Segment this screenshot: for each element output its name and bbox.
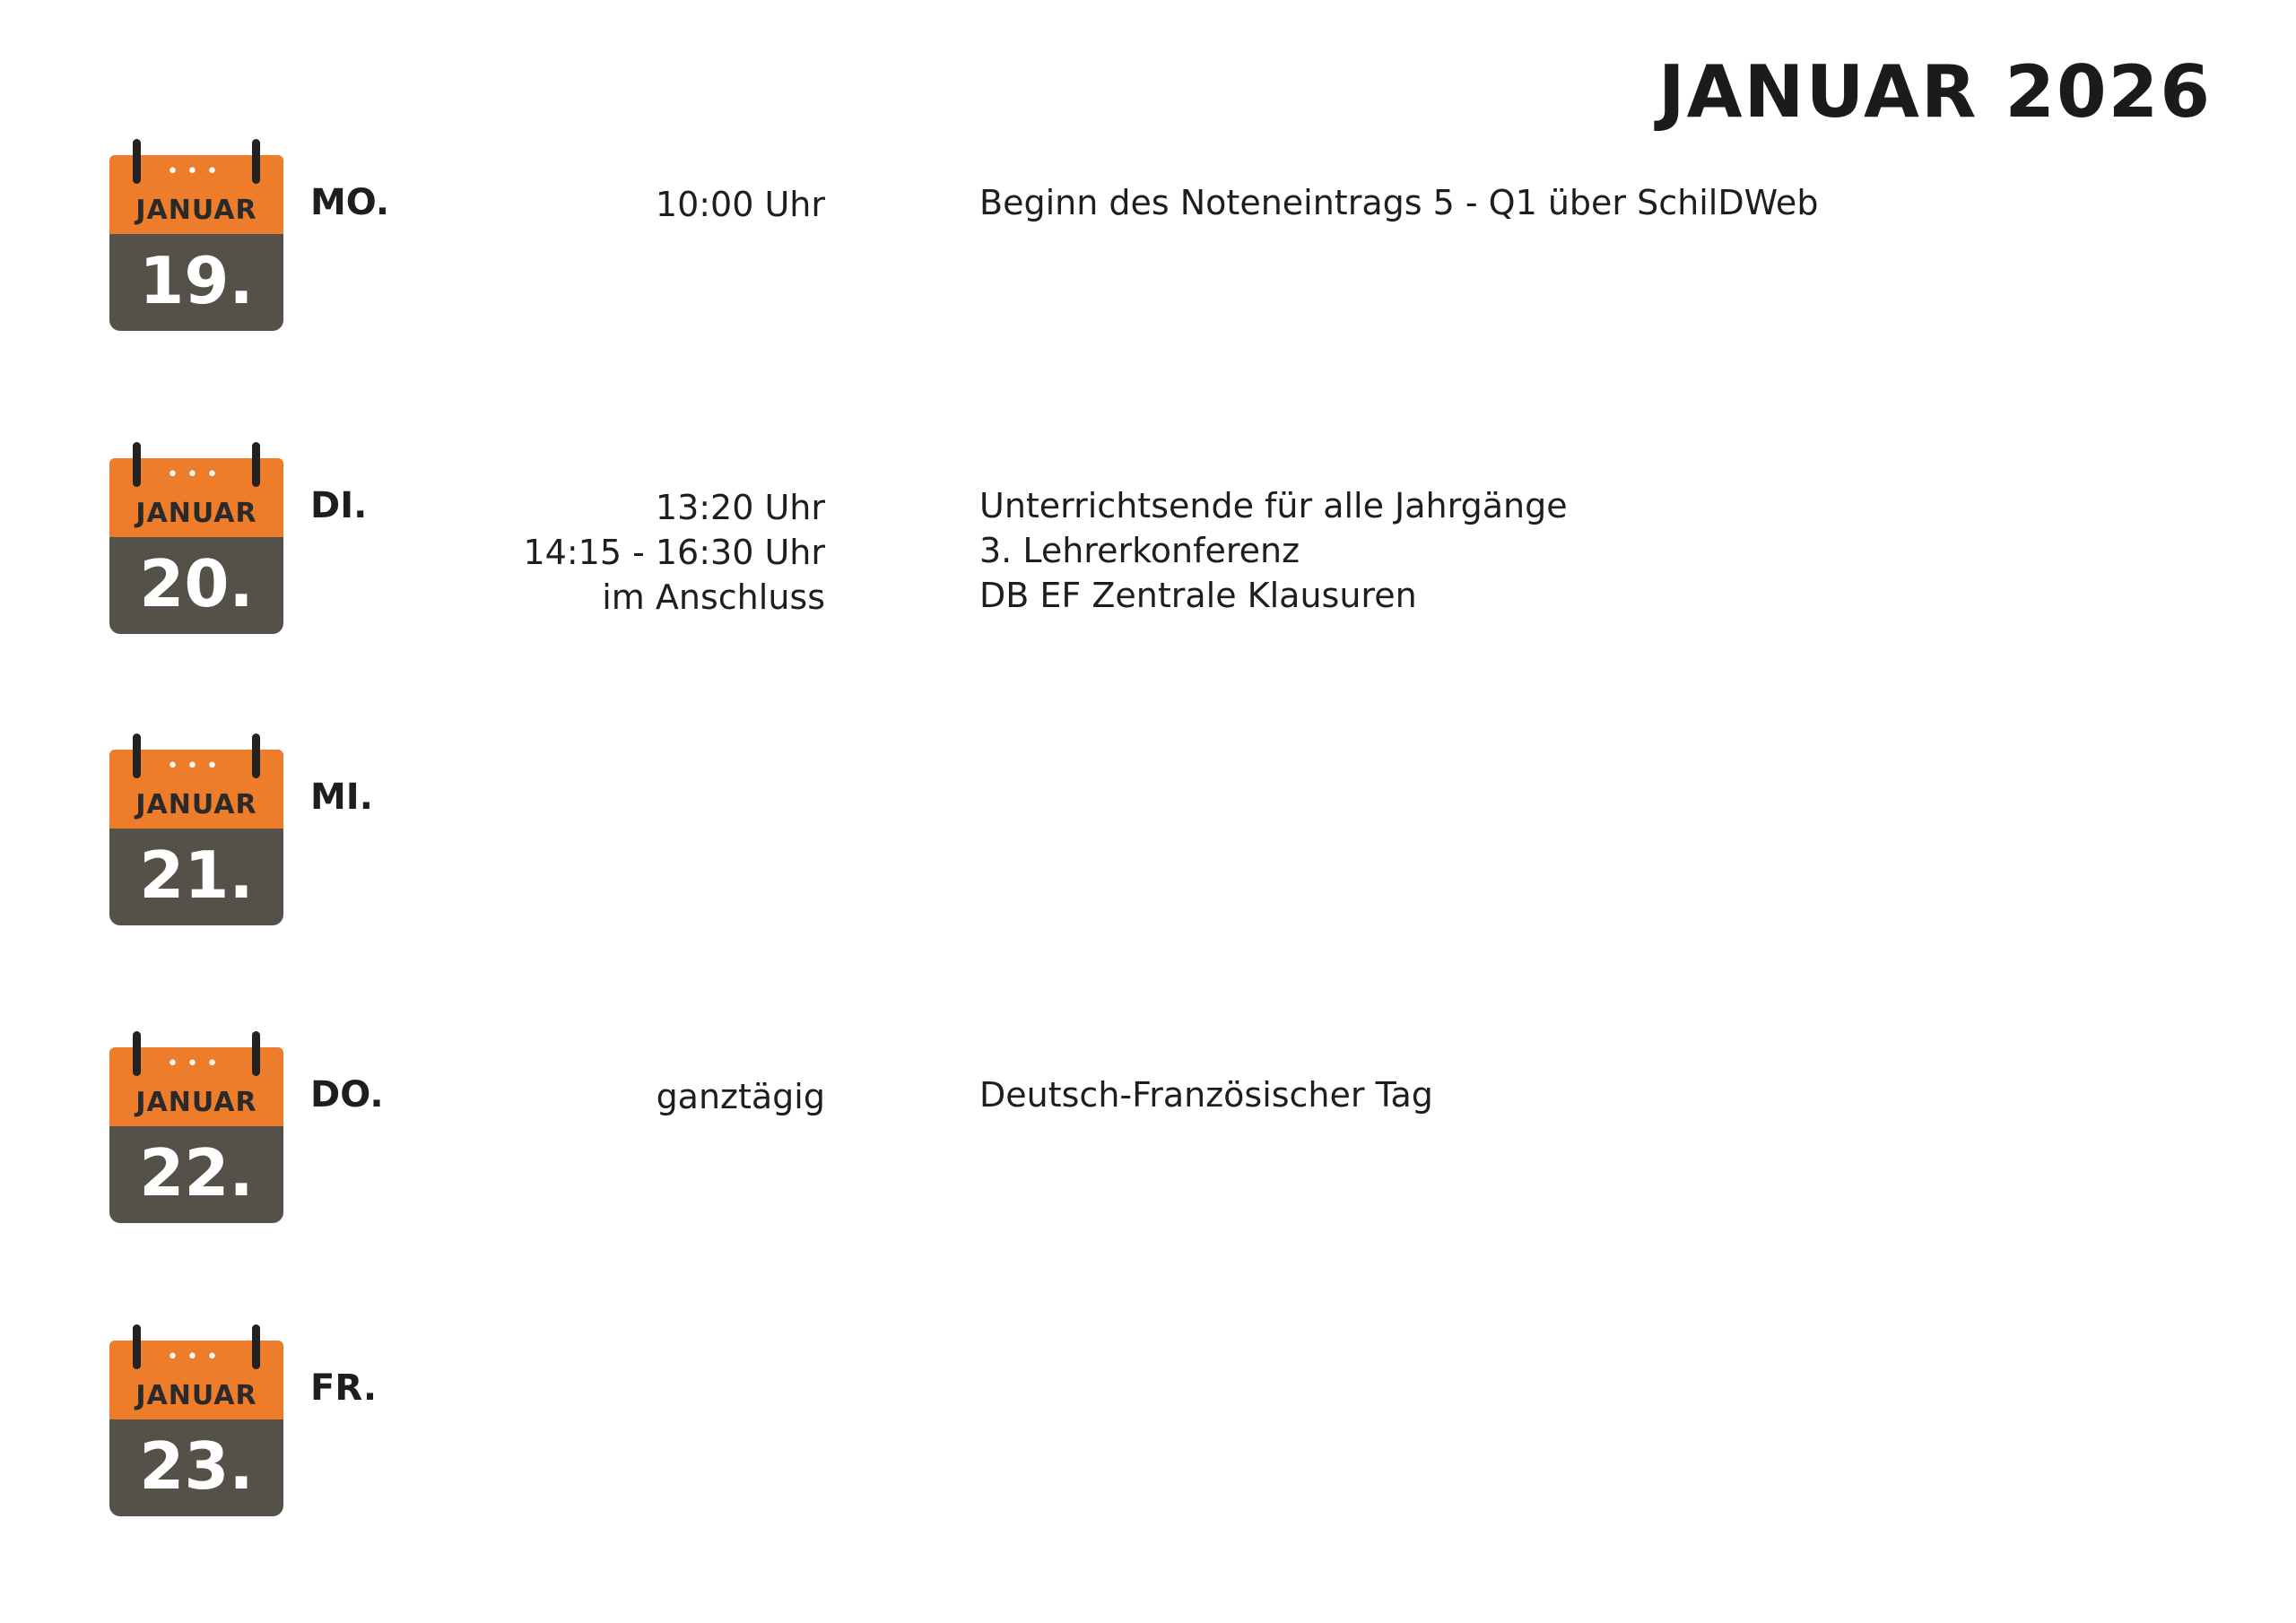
weekday-label: MI. xyxy=(310,777,373,818)
calendar-day-number: 19. xyxy=(139,243,254,318)
calendar-day-number: 23. xyxy=(139,1428,254,1504)
day-row-tuesday xyxy=(0,442,2296,648)
calendar-day-number: 21. xyxy=(139,838,254,913)
event-title: Beginn des Noteneintrags 5 - Q1 über SchilDWeb xyxy=(979,183,1819,222)
event-title: Unterrichtsende für alle Jahrgänge xyxy=(979,486,1568,525)
calendar-icon: ••• JANUAR 22. xyxy=(109,1031,283,1219)
day-row-wednesday xyxy=(0,733,2296,940)
weekday-label: DO. xyxy=(310,1074,384,1115)
event-times xyxy=(657,1074,825,1119)
day-row-monday xyxy=(0,139,2296,345)
event-times xyxy=(524,485,826,620)
calendar-icon: ••• JANUAR 19. xyxy=(109,139,283,327)
calendar-month: JANUAR xyxy=(135,1087,257,1118)
event-title: Deutsch-Französischer Tag xyxy=(979,1075,1433,1115)
event-time: im Anschluss xyxy=(602,577,825,617)
event-title: DB EF Zentrale Klausuren xyxy=(979,576,1417,615)
calendar-month: JANUAR xyxy=(135,498,257,529)
event-time: 10:00 Uhr xyxy=(655,185,825,224)
event-list xyxy=(979,1072,1433,1117)
calendar-month: JANUAR xyxy=(135,789,257,820)
day-row-thursday xyxy=(0,1031,2296,1237)
page-title: JANUAR 2026 xyxy=(1657,50,2212,134)
event-list xyxy=(979,180,1818,225)
calendar-icon: ••• JANUAR 20. xyxy=(109,442,283,630)
calendar-day-number: 20. xyxy=(139,546,254,621)
event-time: 14:15 - 16:30 Uhr xyxy=(523,533,825,572)
event-list xyxy=(979,483,1568,618)
weekday-label: DI. xyxy=(310,485,368,526)
calendar-month: JANUAR xyxy=(135,1380,257,1411)
event-times xyxy=(656,182,825,227)
event-time: ganztägig xyxy=(656,1077,825,1116)
weekday-label: FR. xyxy=(310,1367,378,1409)
calendar-icon: ••• JANUAR 23. xyxy=(109,1324,283,1513)
calendar-day-number: 22. xyxy=(139,1135,254,1211)
event-time: 13:20 Uhr xyxy=(655,488,825,527)
event-title: 3. Lehrerkonferenz xyxy=(979,531,1300,570)
calendar-month: JANUAR xyxy=(135,195,257,226)
day-row-friday xyxy=(0,1324,2296,1531)
calendar-icon: ••• JANUAR 21. xyxy=(109,733,283,922)
weekday-label: MO. xyxy=(310,182,390,223)
